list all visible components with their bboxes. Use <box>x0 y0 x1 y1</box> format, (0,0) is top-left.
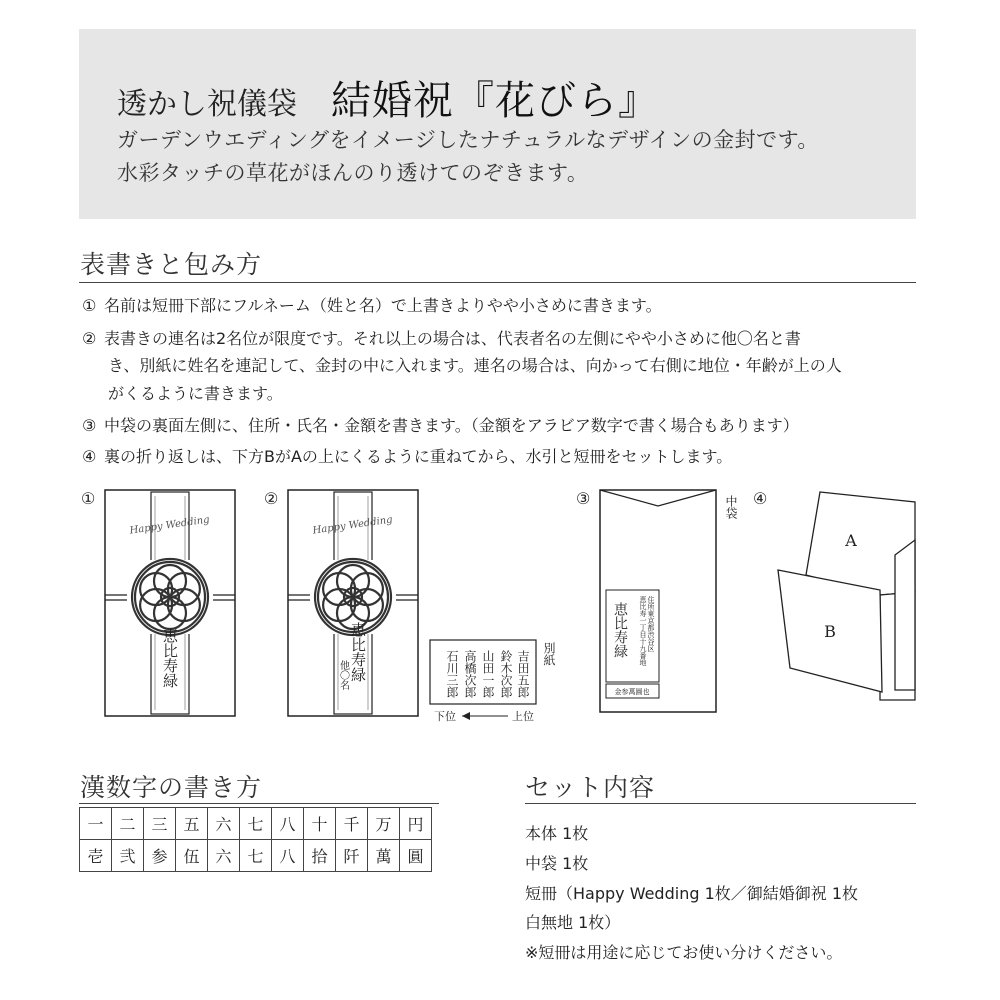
table-row <box>80 840 432 872</box>
table-cell: 萬 <box>368 840 400 872</box>
illustration-label-3: ③ <box>576 489 591 508</box>
address-line: 住所東京都渋谷区 <box>647 596 655 652</box>
table-cell: 阡 <box>336 840 368 872</box>
instruction-item-2-line-2: き、別紙に姓名を連記して、金封の中に入れます。連名の場合は、向かって右側に地位・年齢が上の人 <box>108 356 842 375</box>
table-cell: 八 <box>272 808 304 840</box>
amount-label: 金参萬圓也 <box>614 688 650 696</box>
arrow-high-label: 上位 <box>512 710 534 723</box>
table-cell: 千 <box>336 808 368 840</box>
table-cell: 円 <box>400 808 432 840</box>
betsushi-name: 山田一郎 <box>481 650 495 698</box>
product-title: 結婚祝『花びら』 <box>331 78 659 124</box>
description-line: 水彩タッチの草花がほんのり透けてのぞきます。 <box>117 161 589 185</box>
set-item: 白無地 1枚） <box>525 913 621 932</box>
tanzaku-happy-wedding: Happy Wedding <box>129 514 211 537</box>
table-cell: 七 <box>240 808 272 840</box>
illustration-label-4: ④ <box>753 489 768 508</box>
set-item: 本体 1枚 <box>525 824 589 843</box>
table-cell: 拾 <box>304 840 336 872</box>
betsushi-sheet <box>430 640 556 723</box>
envelope-illustration-2 <box>288 490 418 716</box>
instruction-item-2: ② 表書きの連名は2名位が限度です。それ以上の場合は、代表者名の左側にやや小さめに他〇名と書 <box>82 329 801 348</box>
nakabukuro-label: 中袋 <box>724 495 738 519</box>
set-item: 中袋 1枚 <box>525 854 589 873</box>
table-cell: 圓 <box>400 840 432 872</box>
betsushi-name: 高橋次郎 <box>463 650 477 698</box>
table-cell: 六 <box>208 808 240 840</box>
instruction-item-4: ④ 裏の折り返しは、下方BがAの上にくるように重ねてから、水引と短冊をセットします。 <box>82 447 733 466</box>
nakabukuro-name: 恵比寿緑 <box>612 602 628 658</box>
table-cell: 六 <box>208 840 240 872</box>
envelope-name: 恵比寿緑 <box>349 622 367 682</box>
section-title-set: セット内容 <box>525 773 656 802</box>
set-note: ※短冊は用途に応じてお使い分けください。 <box>525 943 843 962</box>
illustration-label-2: ② <box>264 489 279 508</box>
kanji-numeral-table <box>79 807 432 872</box>
section-divider <box>79 803 439 804</box>
section-title-kanji: 漢数字の書き方 <box>80 773 263 802</box>
table-cell: 弐 <box>112 840 144 872</box>
table-cell: 七 <box>240 840 272 872</box>
fold-illustration <box>778 492 915 700</box>
table-cell: 五 <box>176 808 208 840</box>
section-title-writing: 表書きと包み方 <box>80 250 263 279</box>
table-cell: 二 <box>112 808 144 840</box>
fold-label-a: A <box>845 531 857 550</box>
arrow-left-icon <box>462 712 470 720</box>
table-cell: 万 <box>368 808 400 840</box>
others-label: 他〇名 <box>337 660 349 690</box>
table-cell: 壱 <box>80 840 112 872</box>
table-cell: 十 <box>304 808 336 840</box>
betsushi-name: 鈴木次郎 <box>499 650 513 698</box>
betsushi-name: 石川三郎 <box>445 650 459 698</box>
instruction-item-2-line-3: がくるように書きます。 <box>108 384 283 403</box>
envelope-name: 恵比寿緑 <box>161 628 179 688</box>
arrow-low-label: 下位 <box>434 710 456 723</box>
envelope-illustration-1 <box>105 490 235 716</box>
address-line: 恵比寿一丁目十九番地 <box>639 596 647 666</box>
table-cell: 伍 <box>176 840 208 872</box>
table-cell: 参 <box>144 840 176 872</box>
description-line: ガーデンウエディングをイメージしたナチュラルなデザインの金封です。 <box>117 128 819 152</box>
tanzaku-happy-wedding: Happy Wedding <box>312 514 394 537</box>
instruction-item-3: ③ 中袋の裏面左側に、住所・氏名・金額を書きます。（金額をアラビア数字で書く場合もあります） <box>82 416 799 435</box>
set-item: 短冊（Happy Wedding 1枚／御結婚御祝 1枚 <box>525 884 859 903</box>
section-divider <box>525 803 916 804</box>
table-cell: 八 <box>272 840 304 872</box>
betsushi-label: 別紙 <box>542 642 556 666</box>
instruction-item-1: ① 名前は短冊下部にフルネーム（姓と名）で上書きよりやや小さめに書きます。 <box>82 296 662 315</box>
product-subtitle: 透かし祝儀袋 <box>117 87 297 122</box>
table-cell: 三 <box>144 808 176 840</box>
table-row <box>80 808 432 840</box>
betsushi-name: 吉田五郎 <box>516 650 530 698</box>
table-cell: 一 <box>80 808 112 840</box>
illustration-label-1: ① <box>81 489 96 508</box>
fold-label-b: B <box>824 622 836 641</box>
nakabukuro-illustration <box>600 490 738 712</box>
